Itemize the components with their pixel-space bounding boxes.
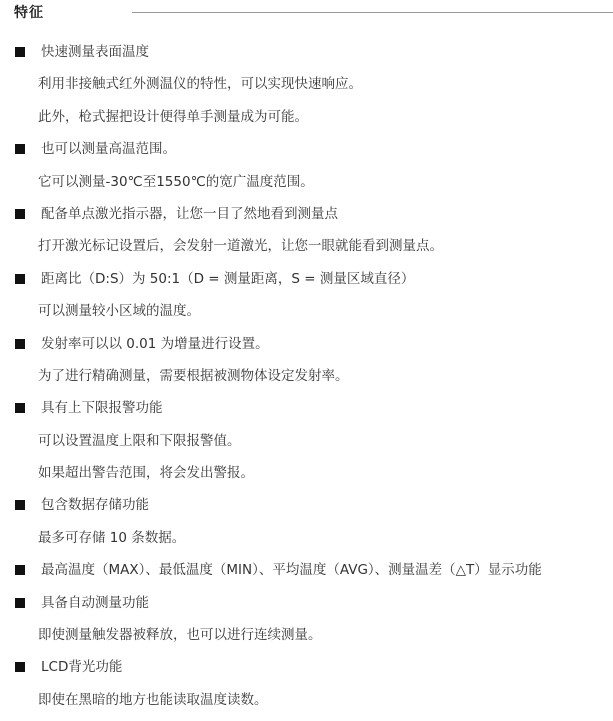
- feature-title: 配备单点激光指示器，让您一目了然地看到测量点: [41, 205, 338, 222]
- feature-title: 包含数据存储功能: [41, 497, 149, 514]
- feature-heading: [0, 41, 613, 73]
- feature-heading: [0, 559, 613, 591]
- feature-description: 打开激光标记设置后，会发射一道激光，让您一眼就能看到测量点。: [38, 238, 443, 255]
- section-divider: [132, 12, 613, 13]
- square-bullet-icon: [15, 500, 25, 510]
- feature-description: 可以测量较小区域的温度。: [38, 303, 200, 320]
- feature-title: 具备自动测量功能: [41, 594, 149, 611]
- feature-description: 可以设置温度上限和下限报警值。: [38, 432, 241, 449]
- square-bullet-icon: [15, 47, 25, 57]
- feature-heading: [0, 592, 613, 624]
- square-bullet-icon: [15, 209, 25, 219]
- square-bullet-icon: [15, 339, 25, 349]
- feature-description: 它可以测量-30℃至1550℃的宽广温度范围。: [38, 173, 314, 190]
- feature-description: 如果超出警告范围，将会发出警报。: [38, 465, 254, 482]
- feature-title: 最高温度（MAX）、最低温度（MIN）、平均温度（AVG）、测量温差（△T）显示功能: [41, 562, 542, 579]
- feature-description: 最多可存储 10 条数据。: [38, 529, 186, 546]
- feature-title: LCD背光功能: [41, 659, 123, 676]
- feature-title: 快速测量表面温度: [41, 44, 149, 60]
- feature-heading: [0, 138, 613, 170]
- section-title: 特征: [14, 5, 44, 21]
- feature-heading: [0, 656, 613, 688]
- feature-heading: [0, 203, 613, 235]
- feature-description: 此外，枪式握把设计便得单手测量成为可能。: [38, 108, 308, 125]
- square-bullet-icon: [15, 274, 25, 284]
- feature-description: 即使在黑暗的地方也能读取温度读数。: [38, 691, 268, 708]
- square-bullet-icon: [15, 144, 25, 154]
- square-bullet-icon: [15, 598, 25, 608]
- square-bullet-icon: [15, 662, 25, 672]
- feature-title: 距离比（D:S）为 50:1（D = 测量距离，S = 测量区域直径）: [41, 270, 415, 287]
- feature-description: 利用非接触式红外测温仪的特性，可以实现快速响应。: [38, 76, 362, 93]
- section-header: [0, 0, 613, 26]
- feature-title: 发射率可以以 0.01 为增量进行设置。: [41, 335, 269, 352]
- square-bullet-icon: [15, 565, 25, 575]
- feature-description: 即使测量触发器被释放，也可以进行连续测量。: [38, 627, 322, 644]
- feature-list: [0, 41, 613, 721]
- feature-heading: [0, 494, 613, 526]
- feature-heading: [0, 268, 613, 300]
- feature-heading: [0, 333, 613, 365]
- feature-title: 也可以测量高温范围。: [41, 141, 176, 158]
- feature-heading: [0, 397, 613, 429]
- feature-description: 为了进行精确测量，需要根据被测物体设定发射率。: [38, 367, 349, 384]
- feature-title: 具有上下限报警功能: [41, 400, 163, 417]
- square-bullet-icon: [15, 403, 25, 413]
